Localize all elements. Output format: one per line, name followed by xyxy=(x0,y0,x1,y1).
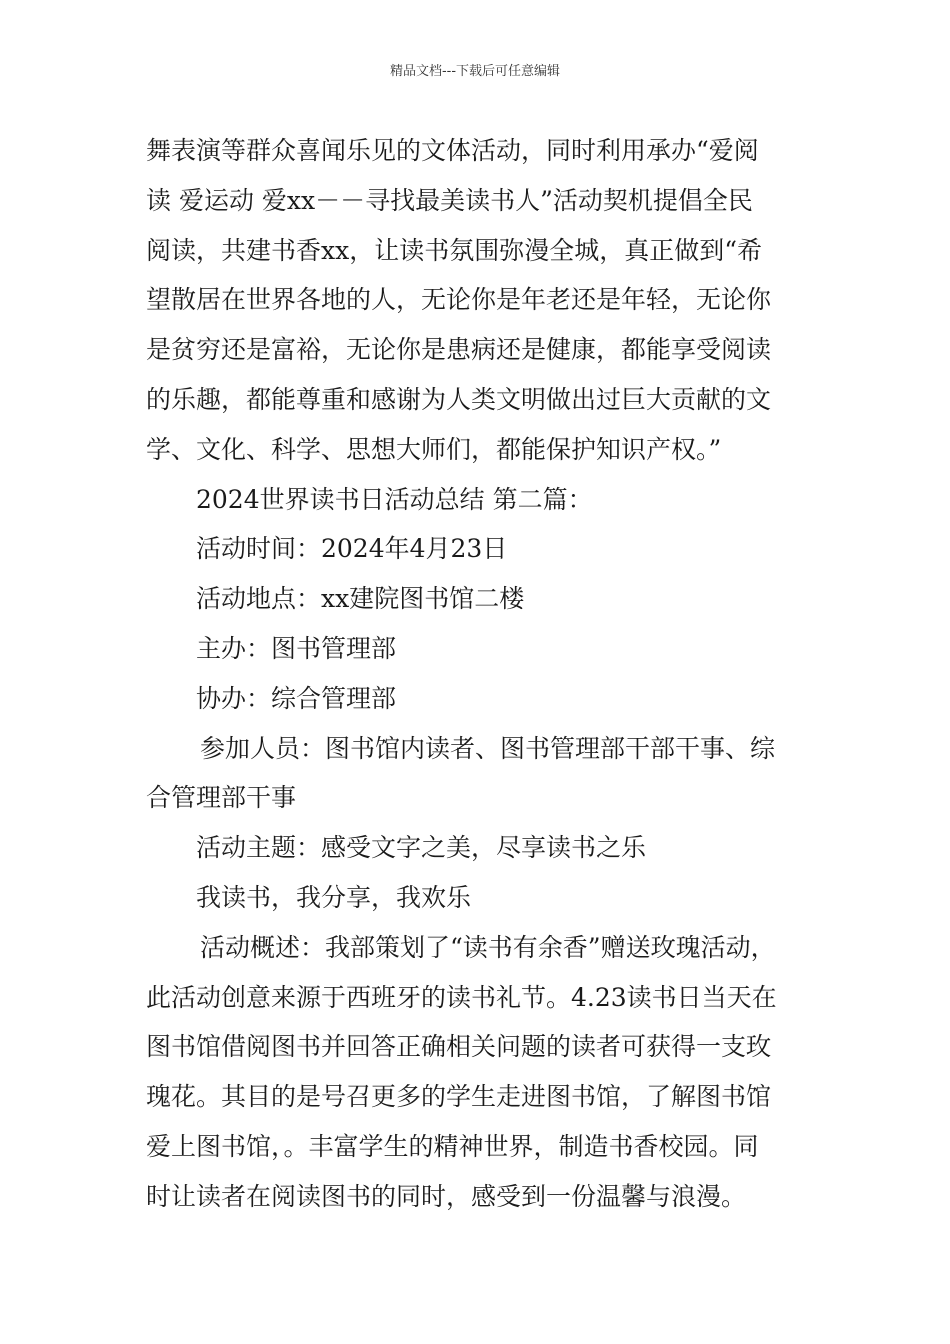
organizer: 主办：图书管理部 xyxy=(196,633,397,663)
activity-overview: 活动概述：我部策划了“读书有余香”赠送玫瑰活动， xyxy=(200,932,776,962)
document-body xyxy=(146,126,818,1222)
page-header: 精品文档---下载后可任意编辑 xyxy=(389,64,561,79)
text-line: 时让读者在阅读图书的同时，感受到一份温馨与浪漫。 xyxy=(146,1181,747,1211)
text-line: 是贫穷还是富裕，无论你是患病还是健康，都能享受阅读 xyxy=(146,335,772,365)
text-line: 舞表演等群众喜闻乐见的文体活动，同时利用承办“爱阅 xyxy=(146,136,759,165)
activity-time: 活动时间：2024年4月23日 xyxy=(196,534,508,564)
text-line: 读 爱运动 爱xx－－寻找最美读书人”活动契机提倡全民 xyxy=(146,185,753,215)
slogan: 我读书，我分享，我欢乐 xyxy=(196,882,472,912)
text-line: 的乐趣，都能尊重和感谢为人类文明做出过巨大贡献的文 xyxy=(146,384,772,414)
text-line: 爱上图书馆，。丰富学生的精神世界，制造书香校园。同 xyxy=(146,1131,759,1161)
text-line: 瑰花。其目的是号召更多的学生走进图书馆，了解图书馆 xyxy=(146,1082,772,1112)
text-line: 图书馆借阅图书并回答正确相关问题的读者可获得一支玫 xyxy=(146,1032,772,1062)
activity-theme: 活动主题：感受文字之美，尽享读书之乐 xyxy=(196,833,647,863)
text-line: 学、文化、科学、思想大师们，都能保护知识产权。” xyxy=(146,434,722,464)
text-line: 阅读，共建书香xx，让读书氛围弥漫全城，真正做到“希 xyxy=(146,235,762,265)
text-line: 望散居在世界各地的人，无论你是年老还是年轻，无论你 xyxy=(146,285,772,315)
co-organizer: 协办：综合管理部 xyxy=(196,683,397,713)
activity-location: 活动地点：xx建院图书馆二楼 xyxy=(196,584,525,614)
participants: 参加人员：图书馆内读者、图书管理部干部干事、综 xyxy=(200,733,776,763)
participants-continued: 合管理部干事 xyxy=(146,783,297,813)
section-heading: 2024世界读书日活动总结 第二篇： xyxy=(196,484,593,514)
text-line: 此活动创意来源于西班牙的读书礼节。4.23读书日当天在 xyxy=(146,982,777,1012)
